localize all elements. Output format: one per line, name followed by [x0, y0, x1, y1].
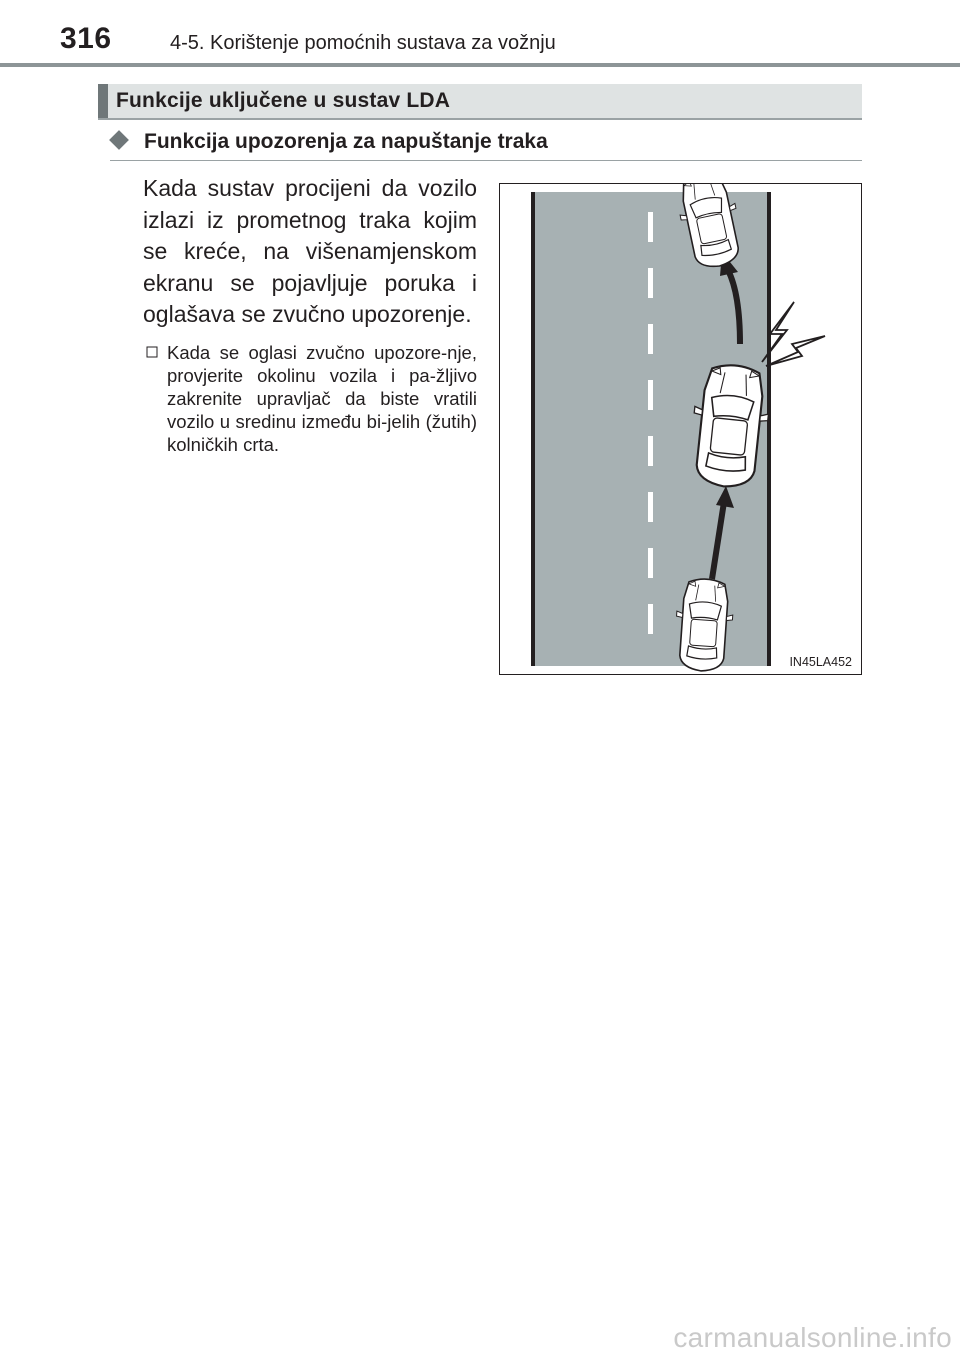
chapter-title: 4-5. Korištenje pomoćnih sustava za vožnju [170, 32, 556, 54]
section-banner [98, 84, 862, 120]
subsection-title: Funkcija upozorenja za napuštanje traka [144, 130, 548, 153]
page-number: 316 [60, 22, 112, 55]
header-rule [0, 63, 960, 67]
lane-departure-figure [499, 183, 862, 675]
figure-code: IN45LA452 [786, 654, 855, 670]
body-paragraph: Kada sustav procijeni da vozilo izlazi iz prometnog traka kojim se kreće, na višenamjenskom ekranu se pojavljuje poruka i oglašava se zvučno upozorenje. [143, 175, 477, 327]
lane-departure-illustration [500, 184, 861, 674]
warning-lightning-icon [762, 302, 825, 366]
note-paragraph: Kada se oglasi zvučno upozore-nje, provjerite okolinu vozila i pa-žljivo zakrenite upravljač da biste vratili vozilo u sredinu između bi-jelih (žutih) kolničkih crta. [167, 342, 477, 455]
diamond-bullet-icon [109, 130, 129, 150]
watermark: carmanualsonline.info [673, 1322, 952, 1353]
subsection-heading [110, 128, 862, 161]
banner-bar [98, 84, 108, 118]
section-title: Funkcije uključene u sustav LDA [116, 89, 451, 112]
